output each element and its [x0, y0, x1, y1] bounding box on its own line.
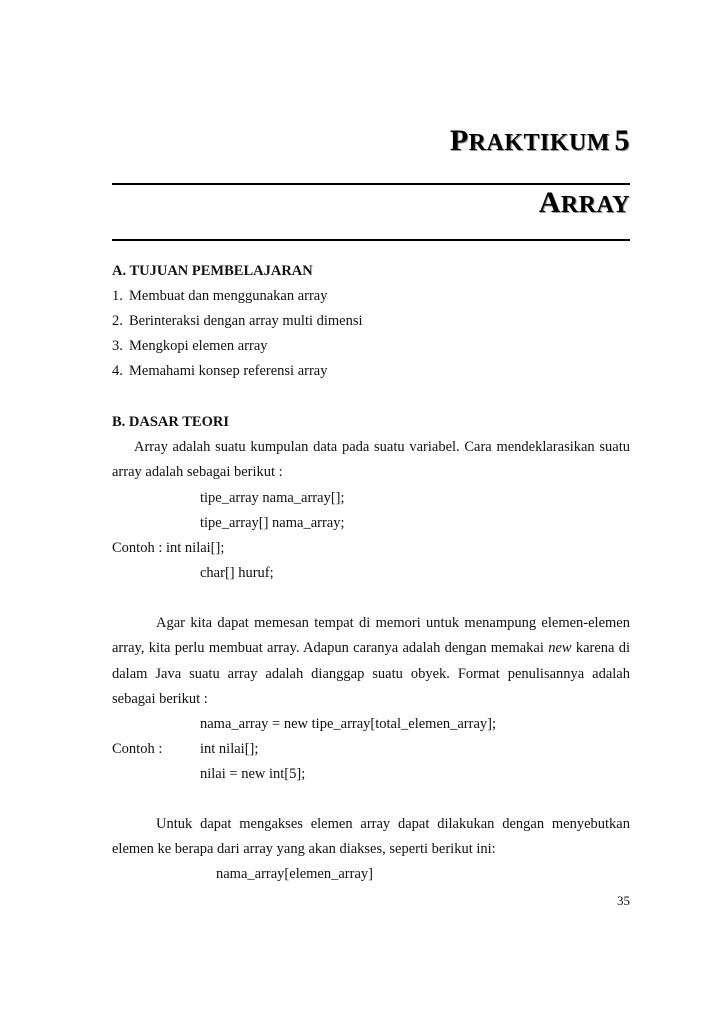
paragraph-line: Array adalah suatu kumpulan data pada suatu variabel. Cara mendeklarasikan suatu — [134, 439, 630, 455]
objective-number: 2. — [112, 313, 123, 329]
code-line: nilai = new int[5]; — [200, 766, 306, 782]
paragraph-text: array, kita perlu membuat array. Adapun caranya adalah dengan memakai — [112, 640, 544, 656]
chapter-title-rest: RAKTIKUM — [468, 130, 610, 156]
objective-number: 4. — [112, 363, 123, 379]
paragraph-line: dalam Java suatu array adalah dianggap suatu obyek. Format penulisannya adalah — [112, 666, 630, 682]
objective-number: 3. — [112, 338, 123, 354]
paragraph-line: array adalah sebagai berikut : — [112, 464, 283, 480]
objective-text: Mengkopi elemen array — [129, 338, 268, 354]
code-line: nama_array[elemen_array] — [216, 866, 373, 882]
keyword-new: new — [548, 640, 572, 656]
code-line: int nilai[]; — [200, 741, 259, 757]
example-label: Contoh : — [112, 741, 163, 757]
objective-text: Berinteraksi dengan array multi dimensi — [129, 313, 363, 329]
chapter-subtitle-rest: RRAY — [560, 192, 630, 218]
chapter-subtitle — [539, 186, 630, 220]
section-a-heading: A. TUJUAN PEMBELAJARAN — [112, 263, 313, 279]
chapter-subtitle-initial: A — [538, 186, 561, 219]
paragraph-line: elemen ke berapa dari array yang akan diakses, seperti berikut ini: — [112, 841, 496, 857]
chapter-number: 5 — [614, 124, 630, 157]
chapter-title-initial: P — [449, 124, 469, 157]
objective-text: Memahami konsep referensi array — [129, 363, 328, 379]
section-b-heading: B. DASAR TEORI — [112, 414, 229, 430]
objective-text: Membuat dan menggunakan array — [129, 288, 328, 304]
title-rule-top — [112, 183, 630, 185]
example-line: Contoh : int nilai[]; — [112, 540, 225, 556]
code-line: tipe_array[] nama_array; — [200, 515, 345, 531]
paragraph-text: karena di — [575, 640, 631, 656]
objective-number: 1. — [112, 288, 123, 304]
paragraph-line: Agar kita dapat memesan tempat di memori untuk menampung elemen-elemen — [156, 615, 630, 631]
code-line: char[] huruf; — [200, 565, 274, 581]
page-number: 35 — [617, 893, 630, 908]
objective-item — [112, 309, 630, 334]
objective-item — [112, 284, 630, 309]
chapter-title — [450, 124, 630, 158]
paragraph-line — [112, 636, 630, 661]
title-rule-bottom — [112, 239, 630, 241]
code-line: tipe_array nama_array[]; — [200, 490, 345, 506]
paragraph-line: sebagai berikut : — [112, 691, 208, 707]
objective-item — [112, 359, 630, 384]
paragraph-line: Untuk dapat mengakses elemen array dapat dilakukan dengan menyebutkan — [156, 816, 630, 832]
code-line: nama_array = new tipe_array[total_elemen_array]; — [200, 716, 497, 732]
objective-item — [112, 334, 630, 359]
